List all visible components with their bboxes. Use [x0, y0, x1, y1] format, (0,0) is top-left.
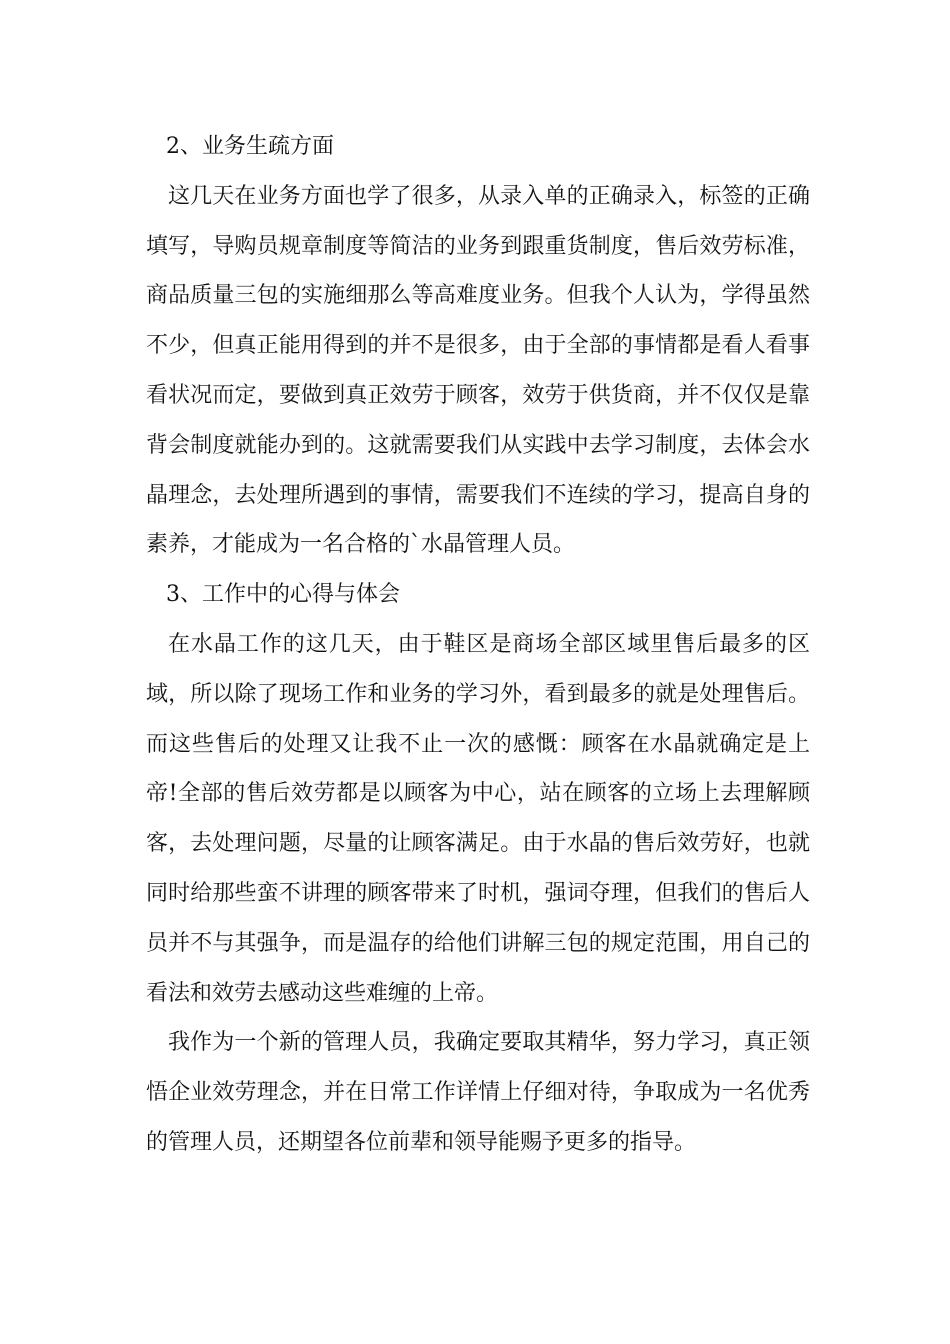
- section-heading: 3、工作中的心得与体会: [166, 582, 400, 608]
- section-heading: 2、业务生疏方面: [166, 134, 334, 159]
- paragraph: 在水晶工作的这几天，由于鞋区是商场全部区域里售后最多的区域，所以除了现场工作和业务的学习外，看到最多的就是处理售后。而这些售后的处理又让我不止一次的感慨：顾客在水晶就确定是上帝!全部的售后效劳都是以顾客为中心，站在顾客的立场上去理解顾客，去处理问题，尽量的让顾客满足。由于水晶的售后效劳好，也就同时给那些蛮不讲理的顾客带来了时机，强词夺理，但我们的售后人员并不与其强争，而是温存的给他们讲解三包的规定范围，用自己的看法和效劳去感动这些难缠的上帝。: [146, 631, 810, 1006]
- paragraph: 这几天在业务方面也学了很多，从录入单的正确录入，标签的正确填写，导购员规章制度等简洁的业务到跟重货制度，售后效劳标准，商品质量三包的实施细那么等高难度业务。但我个人认为，学得虽然不少，但真正能用得到的并不是很多，由于全部的事情都是看人看事看状况而定，要做到真正效劳于顾客，效劳于供货商，并不仅仅是靠背会制度就能办到的。这就需要我们从实践中去学习制度，去体会水晶理念，去处理所遇到的事情，需要我们不连续的学习，提高自身的素养，才能成为一名合格的`水晶管理人员。: [146, 183, 810, 558]
- document-body: [146, 122, 810, 1168]
- paragraph: 我作为一个新的管理人员，我确定要取其精华，努力学习，真正领悟企业效劳理念，并在日常工作详情上仔细对待，争取成为一名优秀的管理人员，还期望各位前辈和领导能赐予更多的指导。: [146, 1030, 810, 1155]
